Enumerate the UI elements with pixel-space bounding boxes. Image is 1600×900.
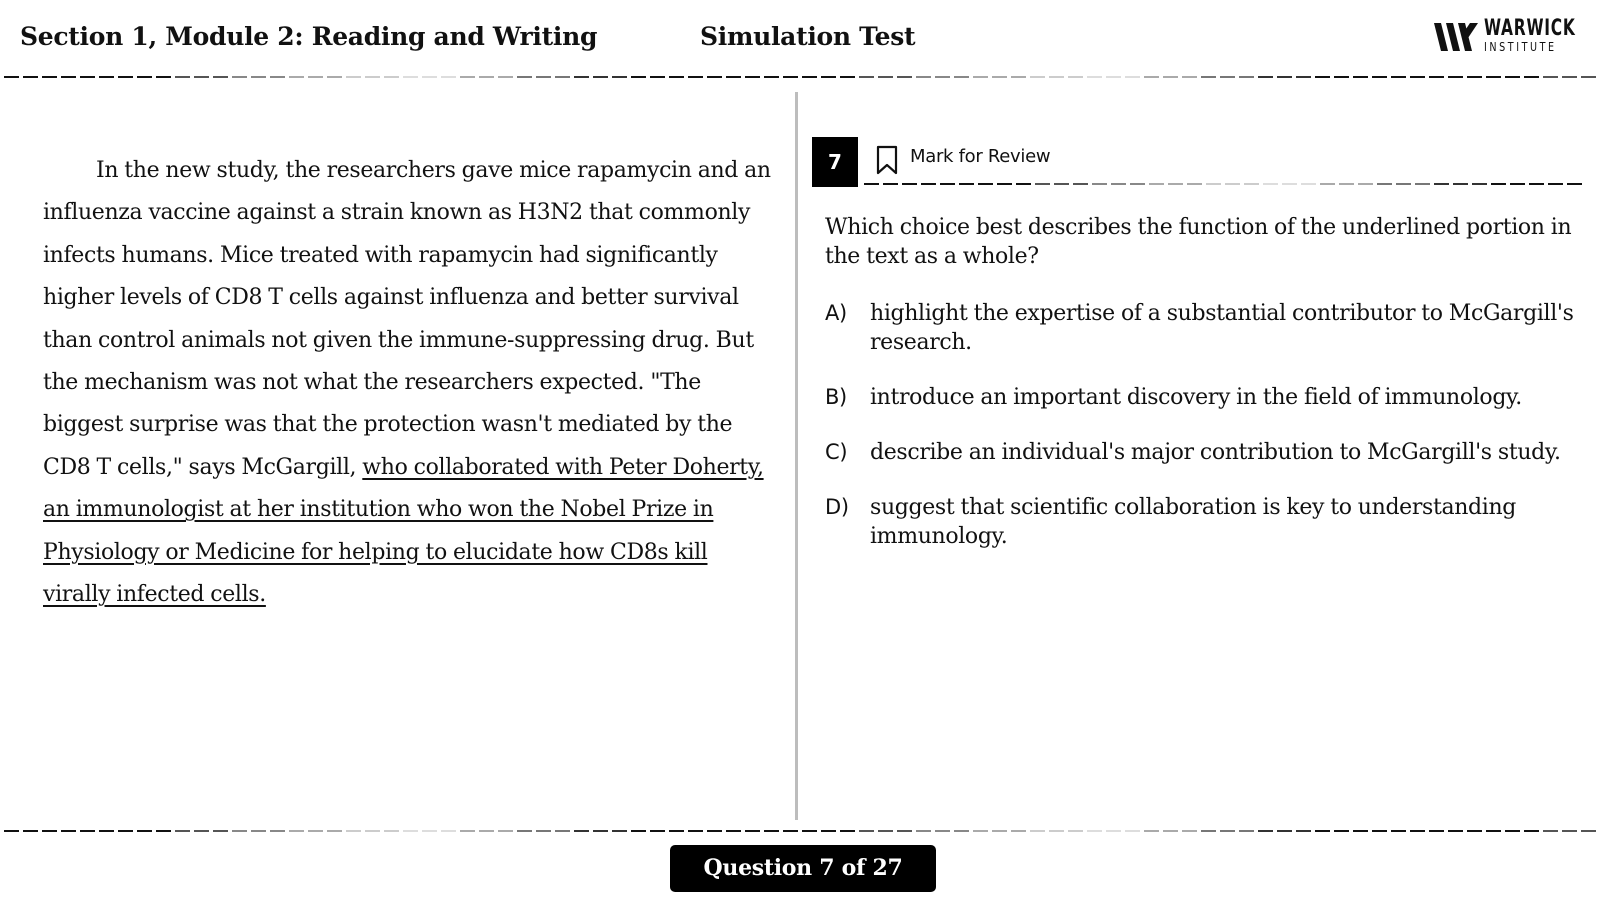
section-title: Section 1, Module 2: Reading and Writing: [20, 22, 598, 51]
dash-segment: [194, 830, 209, 832]
warwick-logo-icon: [1432, 19, 1480, 55]
dash-segment: [1548, 183, 1563, 185]
dash-segment: [954, 76, 969, 78]
dash-segment: [1491, 183, 1506, 185]
passage-underlined-portion: who collaborated with Peter Doherty, an immunologist at her institution who won the Nobel Prize in Physiology or Medicine for helping to elucidate how CD8s kill virally infected cells.: [43, 454, 764, 608]
dash-segment: [1049, 76, 1064, 78]
dash-segment: [118, 830, 133, 832]
dash-segment: [1087, 830, 1102, 832]
dash-segment: [859, 76, 874, 78]
dash-segment: [1524, 830, 1539, 832]
dash-segment: [1220, 76, 1235, 78]
dash-segment: [1339, 183, 1354, 185]
dash-segment: [1011, 830, 1026, 832]
choice-text: describe an individual's major contribution to McGargill's study.: [870, 440, 1561, 465]
dash-segment: [346, 830, 361, 832]
dash-segment: [764, 76, 779, 78]
dash-segment: [1092, 183, 1107, 185]
dash-segment: [1258, 76, 1273, 78]
dash-segment: [1415, 183, 1430, 185]
dash-segment: [935, 830, 950, 832]
dash-segment: [1182, 830, 1197, 832]
dash-segment: [593, 76, 608, 78]
dash-segment: [1315, 830, 1330, 832]
dash-segment: [1182, 76, 1197, 78]
dash-segment: [574, 830, 589, 832]
dash-segment: [1144, 830, 1159, 832]
dash-segment: [1448, 76, 1463, 78]
dash-segment: [650, 830, 665, 832]
dash-segment: [1035, 183, 1050, 185]
dash-segment: [935, 76, 950, 78]
dash-segment: [992, 830, 1007, 832]
dash-segment: [61, 830, 76, 832]
dash-segment: [821, 76, 836, 78]
dash-segment: [1581, 76, 1596, 78]
dash-segment: [1486, 830, 1501, 832]
dash-segment: [1396, 183, 1411, 185]
dash-segment: [973, 830, 988, 832]
choice-text: introduce an important discovery in the field of immunology.: [870, 385, 1522, 410]
passage-text: [43, 150, 773, 616]
dash-segment: [536, 76, 551, 78]
dash-segment: [1068, 830, 1083, 832]
choice-letter: C): [825, 440, 848, 464]
dash-segment: [840, 830, 855, 832]
dash-segment: [1358, 183, 1373, 185]
dash-segment: [42, 76, 57, 78]
dash-segment: [1168, 183, 1183, 185]
dash-segment: [1073, 183, 1088, 185]
dash-segment: [1163, 830, 1178, 832]
question-header-dashed-rule: [860, 182, 1585, 186]
dash-segment: [384, 830, 399, 832]
mark-for-review-button[interactable]: Mark for Review: [910, 146, 1051, 167]
choice-d[interactable]: [825, 493, 1585, 551]
dash-segment: [1581, 830, 1596, 832]
dash-segment: [4, 76, 19, 78]
dash-segment: [479, 76, 494, 78]
dash-segment: [1334, 76, 1349, 78]
dash-segment: [593, 830, 608, 832]
dash-segment: [403, 76, 418, 78]
dash-segment: [308, 76, 323, 78]
dash-segment: [1524, 76, 1539, 78]
dash-segment: [631, 830, 646, 832]
dash-segment: [80, 830, 95, 832]
dash-segment: [859, 830, 874, 832]
dash-segment: [137, 830, 152, 832]
dash-segment: [232, 830, 247, 832]
test-title: Simulation Test: [700, 22, 916, 51]
dash-segment: [536, 830, 551, 832]
dash-segment: [1320, 183, 1335, 185]
dash-segment: [764, 830, 779, 832]
dash-segment: [213, 830, 228, 832]
dash-segment: [878, 830, 893, 832]
dash-segment: [365, 830, 380, 832]
choice-letter: A): [825, 301, 847, 325]
dash-segment: [1353, 830, 1368, 832]
dash-segment: [902, 183, 917, 185]
dash-segment: [251, 76, 266, 78]
dash-segment: [23, 76, 38, 78]
dash-segment: [1130, 183, 1145, 185]
question-navigator-button[interactable]: Question 7 of 27: [670, 845, 936, 892]
dash-segment: [1529, 183, 1544, 185]
dash-segment: [137, 76, 152, 78]
dash-segment: [897, 76, 912, 78]
logo-subtitle: INSTITUTE: [1484, 40, 1557, 54]
dash-segment: [669, 830, 684, 832]
question-number-badge: 7: [812, 137, 858, 187]
logo-word: WARWICK: [1484, 16, 1576, 41]
dash-segment: [997, 183, 1012, 185]
dash-segment: [99, 830, 114, 832]
dash-segment: [118, 76, 133, 78]
dash-segment: [1239, 830, 1254, 832]
dash-segment: [1391, 76, 1406, 78]
dash-segment: [1505, 76, 1520, 78]
dash-segment: [308, 830, 323, 832]
bookmark-icon[interactable]: [875, 145, 899, 175]
header-dashed-rule: [0, 75, 1600, 79]
dash-segment: [80, 76, 95, 78]
dash-segment: [1543, 830, 1558, 832]
dash-segment: [783, 830, 798, 832]
dash-segment: [175, 830, 190, 832]
choice-b[interactable]: [825, 383, 1585, 412]
dash-segment: [156, 76, 171, 78]
dash-segment: [555, 830, 570, 832]
dash-segment: [213, 76, 228, 78]
question-prompt: Which choice best describes the function of the underlined portion in the text as a whole?: [825, 215, 1572, 269]
dash-segment: [688, 76, 703, 78]
dash-segment: [707, 76, 722, 78]
dash-segment: [1315, 76, 1330, 78]
choice-text: suggest that scientific collaboration is key to understanding immunology.: [870, 495, 1517, 549]
dash-segment: [1505, 830, 1520, 832]
dash-segment: [42, 830, 57, 832]
dash-segment: [289, 76, 304, 78]
dash-segment: [1448, 830, 1463, 832]
dash-segment: [1472, 183, 1487, 185]
dash-segment: [1377, 183, 1392, 185]
answer-choices: [825, 299, 1585, 577]
dash-segment: [802, 830, 817, 832]
dash-segment: [1353, 76, 1368, 78]
dash-segment: [441, 76, 456, 78]
dash-segment: [1106, 830, 1121, 832]
dash-segment: [1510, 183, 1525, 185]
dash-segment: [840, 76, 855, 78]
dash-segment: [555, 76, 570, 78]
dash-segment: [707, 830, 722, 832]
dash-segment: [1163, 76, 1178, 78]
dash-segment: [270, 76, 285, 78]
dash-segment: [1263, 183, 1278, 185]
dash-segment: [1016, 183, 1031, 185]
choice-letter: D): [825, 495, 849, 519]
dash-segment: [422, 830, 437, 832]
dash-segment: [441, 830, 456, 832]
dash-segment: [4, 830, 19, 832]
dash-segment: [365, 76, 380, 78]
dash-segment: [498, 76, 513, 78]
choice-a[interactable]: [825, 299, 1585, 357]
dash-segment: [156, 830, 171, 832]
dash-segment: [1220, 830, 1235, 832]
dash-segment: [1562, 76, 1577, 78]
dash-segment: [1068, 76, 1083, 78]
dash-segment: [61, 76, 76, 78]
dash-segment: [864, 183, 879, 185]
dash-segment: [270, 830, 285, 832]
warwick-logo: [1432, 18, 1582, 58]
dash-segment: [992, 76, 1007, 78]
dash-segment: [650, 76, 665, 78]
dash-segment: [1049, 830, 1064, 832]
dash-segment: [916, 76, 931, 78]
dash-segment: [612, 830, 627, 832]
dash-segment: [878, 76, 893, 78]
dash-segment: [1258, 830, 1273, 832]
dash-segment: [612, 76, 627, 78]
dash-segment: [1011, 76, 1026, 78]
dash-segment: [745, 830, 760, 832]
dash-segment: [726, 76, 741, 78]
dash-segment: [973, 76, 988, 78]
dash-segment: [1282, 183, 1297, 185]
dash-segment: [403, 830, 418, 832]
dash-segment: [978, 183, 993, 185]
dash-segment: [1239, 76, 1254, 78]
choice-letter: B): [825, 385, 847, 409]
dash-segment: [289, 830, 304, 832]
dash-segment: [921, 183, 936, 185]
dash-segment: [1144, 76, 1159, 78]
dash-segment: [194, 76, 209, 78]
dash-segment: [916, 830, 931, 832]
dash-segment: [327, 830, 342, 832]
dash-segment: [959, 183, 974, 185]
dash-segment: [954, 830, 969, 832]
dash-segment: [1125, 830, 1140, 832]
footer-dashed-rule: [0, 829, 1600, 833]
dash-segment: [1434, 183, 1449, 185]
dash-segment: [327, 76, 342, 78]
dash-segment: [517, 76, 532, 78]
dash-segment: [1201, 76, 1216, 78]
dash-segment: [251, 830, 266, 832]
dash-segment: [726, 830, 741, 832]
dash-segment: [802, 76, 817, 78]
dash-segment: [745, 76, 760, 78]
dash-segment: [1244, 183, 1259, 185]
dash-segment: [574, 76, 589, 78]
dash-segment: [460, 76, 475, 78]
dash-segment: [498, 830, 513, 832]
dash-segment: [1296, 830, 1311, 832]
dash-segment: [688, 830, 703, 832]
dash-segment: [783, 76, 798, 78]
dash-segment: [1030, 830, 1045, 832]
dash-segment: [1106, 76, 1121, 78]
dash-segment: [1206, 183, 1221, 185]
dash-segment: [232, 76, 247, 78]
dash-segment: [422, 76, 437, 78]
dash-segment: [1429, 76, 1444, 78]
dash-segment: [1111, 183, 1126, 185]
dash-segment: [669, 76, 684, 78]
header: [0, 0, 1600, 78]
dash-segment: [1030, 76, 1045, 78]
dash-segment: [1372, 76, 1387, 78]
dash-segment: [99, 76, 114, 78]
dash-segment: [1486, 76, 1501, 78]
dash-segment: [175, 76, 190, 78]
dash-segment: [897, 830, 912, 832]
dash-segment: [1543, 76, 1558, 78]
dash-segment: [1372, 830, 1387, 832]
dash-segment: [384, 76, 399, 78]
dash-segment: [883, 183, 898, 185]
dash-segment: [1201, 830, 1216, 832]
dash-segment: [346, 76, 361, 78]
dash-segment: [1467, 830, 1482, 832]
passage-body: In the new study, the researchers gave mice rapamycin and an influenza vaccine against a strain known as H3N2 that commonly infects humans. Mice treated with rapamycin had significantly higher levels of CD8 T cells against influenza and better survival than control animals not given the immune-suppressing drug. But the mechanism was not what the researchers expected. "The biggest surprise was that the protection wasn't mediated by the CD8 T cells," says McGargill,: [43, 158, 771, 480]
dash-segment: [1296, 76, 1311, 78]
dash-segment: [1187, 183, 1202, 185]
dash-segment: [460, 830, 475, 832]
dash-segment: [1301, 183, 1316, 185]
dash-segment: [631, 76, 646, 78]
dash-segment: [821, 830, 836, 832]
dash-segment: [1567, 183, 1582, 185]
dash-segment: [1429, 830, 1444, 832]
dash-segment: [23, 830, 38, 832]
dash-segment: [1277, 76, 1292, 78]
dash-segment: [1391, 830, 1406, 832]
dash-segment: [1149, 183, 1164, 185]
choice-text: highlight the expertise of a substantial contributor to McGargill's research.: [870, 301, 1574, 355]
dash-segment: [1467, 76, 1482, 78]
dash-segment: [1453, 183, 1468, 185]
dash-segment: [1225, 183, 1240, 185]
dash-segment: [1410, 76, 1425, 78]
dash-segment: [1562, 830, 1577, 832]
dash-segment: [1277, 830, 1292, 832]
dash-segment: [1410, 830, 1425, 832]
dash-segment: [1087, 76, 1102, 78]
dash-segment: [1334, 830, 1349, 832]
dash-segment: [479, 830, 494, 832]
choice-c[interactable]: [825, 438, 1585, 467]
dash-segment: [940, 183, 955, 185]
dash-segment: [1054, 183, 1069, 185]
dash-segment: [517, 830, 532, 832]
dash-segment: [1125, 76, 1140, 78]
pane-divider[interactable]: [795, 92, 798, 820]
